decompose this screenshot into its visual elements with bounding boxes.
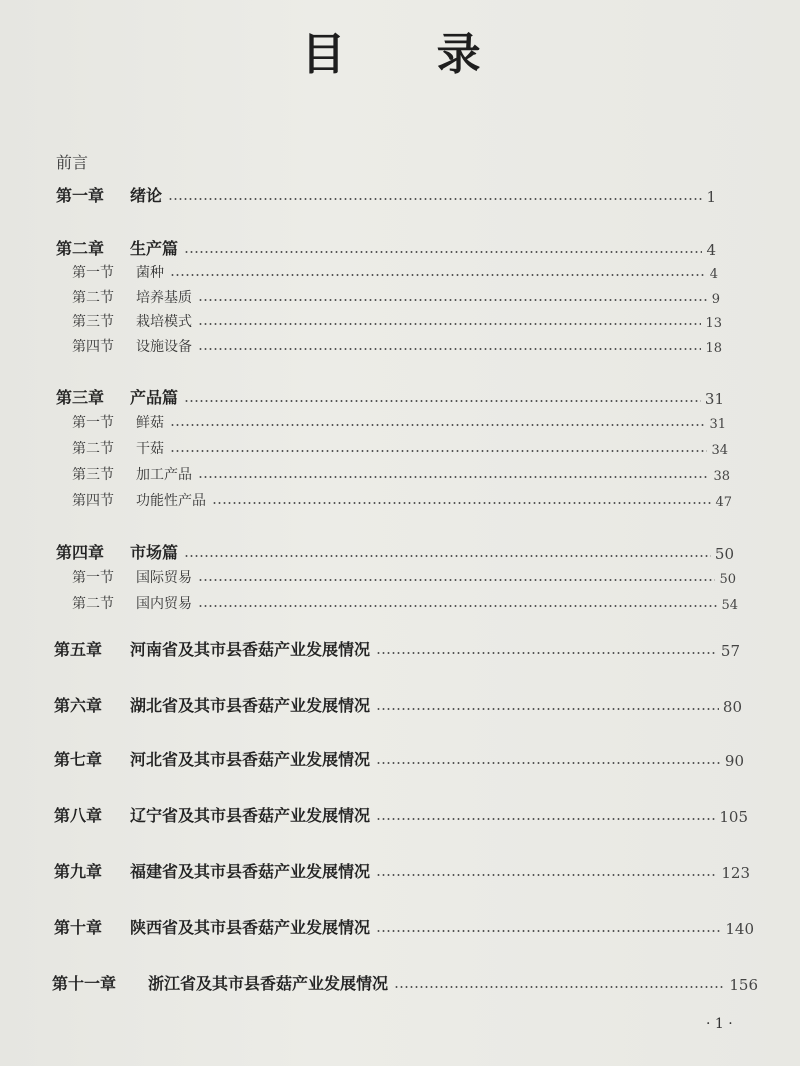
toc-leader-dots <box>376 928 721 934</box>
toc-leader-dots <box>170 448 707 454</box>
toc-entry-number: 第一章 <box>56 186 105 205</box>
toc-chapter-row <box>52 970 758 994</box>
toc-leader-dots <box>198 321 701 327</box>
toc-entry-title: 福建省及其市县香菇产业发展情况 <box>130 862 371 881</box>
toc-section-row <box>72 260 718 282</box>
toc-leader-dots <box>376 872 717 878</box>
toc-leader-dots <box>198 346 701 352</box>
toc-page-number: 105 <box>719 808 748 826</box>
toc-entry-number: 第六章 <box>54 696 103 715</box>
toc-entry-number: 第三章 <box>56 388 105 407</box>
toc-entry-title: 栽培模式 <box>136 314 192 330</box>
toc-page-number: 31 <box>704 390 724 408</box>
toc-leader-dots <box>376 816 715 822</box>
toc-entry-title: 生产篇 <box>130 239 179 258</box>
toc-entry-title: 产品篇 <box>130 388 179 407</box>
toc-page-number: 47 <box>715 495 732 510</box>
page-folio: · 1 · <box>706 1016 733 1032</box>
toc-leader-dots <box>376 650 717 656</box>
toc-entry-number: 第四节 <box>72 493 114 509</box>
toc-entry-number: 第十一章 <box>52 974 117 993</box>
toc-section-row <box>72 565 736 587</box>
toc-entry-number: 第五章 <box>54 640 103 659</box>
toc-page-number: 90 <box>724 752 744 770</box>
toc-preface: 前言 <box>56 153 89 172</box>
toc-page-number: 54 <box>721 598 738 613</box>
toc-chapter-row <box>56 182 716 206</box>
toc-chapter-row <box>54 636 740 660</box>
toc-page-number: 13 <box>705 316 722 331</box>
toc-page-number: 50 <box>714 545 734 563</box>
toc-section-row <box>72 309 722 331</box>
toc-section-row <box>72 436 728 458</box>
toc-entry-number: 第九章 <box>54 862 103 881</box>
toc-section-row <box>72 410 726 432</box>
page-title: 目 录 <box>301 29 519 80</box>
toc-entry-title: 加工产品 <box>136 467 192 483</box>
toc-chapter-row <box>54 802 748 826</box>
toc-page-number: 123 <box>721 864 750 882</box>
toc-entry-number: 第四节 <box>72 339 114 355</box>
toc-entry-number: 第二节 <box>72 290 114 306</box>
toc-entry-title: 市场篇 <box>130 543 179 562</box>
toc-section-row <box>72 285 720 307</box>
toc-leader-dots <box>184 398 701 404</box>
toc-entry-title: 功能性产品 <box>136 493 206 509</box>
toc-page-number: 34 <box>711 443 728 458</box>
toc-page-number: 18 <box>705 341 722 356</box>
toc-entry-title: 绪论 <box>130 186 163 205</box>
toc-page-number: 31 <box>709 417 726 432</box>
toc-chapter-row <box>54 914 754 938</box>
toc-entry-number: 第三节 <box>72 467 114 483</box>
toc-leader-dots <box>198 577 715 583</box>
toc-leader-dots <box>168 196 702 202</box>
toc-page-number: 1 <box>706 188 716 206</box>
toc-entry-number: 第一节 <box>72 415 114 431</box>
toc-page-number: 38 <box>713 469 730 484</box>
toc-entry-number: 第七章 <box>54 750 103 769</box>
toc-entry-title: 河北省及其市县香菇产业发展情况 <box>130 750 371 769</box>
toc-entry-title: 浙江省及其市县香菇产业发展情况 <box>148 974 389 993</box>
toc-chapter-row <box>56 539 734 563</box>
toc-chapter-row <box>54 858 750 882</box>
toc-page-number: 50 <box>719 572 736 587</box>
toc-leader-dots <box>198 474 709 480</box>
toc-entry-title: 设施设备 <box>136 339 192 355</box>
toc-entry-number: 第二节 <box>72 596 114 612</box>
toc-page-number: 57 <box>720 642 740 660</box>
toc-page-number: 80 <box>722 698 742 716</box>
toc-leader-dots <box>170 422 705 428</box>
toc-entry-number: 第三节 <box>72 314 114 330</box>
toc-chapter-row <box>56 384 724 408</box>
toc-leader-dots <box>376 706 719 712</box>
toc-section-row <box>72 462 730 484</box>
toc-page-number: 9 <box>711 292 720 307</box>
toc-entry-title: 国内贸易 <box>136 596 192 612</box>
toc-page-number: 4 <box>709 267 718 282</box>
toc-entry-title: 陕西省及其市县香菇产业发展情况 <box>130 918 371 937</box>
toc-leader-dots <box>212 500 711 506</box>
toc-entry-title: 菌种 <box>136 265 164 281</box>
toc-entry-number: 第十章 <box>54 918 103 937</box>
toc-entry-number: 第二节 <box>72 441 114 457</box>
toc-entry-title: 鲜菇 <box>136 415 164 431</box>
toc-chapter-row <box>54 692 742 716</box>
toc-leader-dots <box>394 984 725 990</box>
toc-leader-dots <box>198 603 717 609</box>
toc-page-number: 156 <box>729 976 758 994</box>
toc-chapter-row <box>56 235 716 259</box>
toc-entry-number: 第一节 <box>72 570 114 586</box>
toc-entry-title: 湖北省及其市县香菇产业发展情况 <box>130 696 371 715</box>
toc-entry-number: 第一节 <box>72 265 114 281</box>
toc-entry-title: 辽宁省及其市县香菇产业发展情况 <box>130 806 371 825</box>
toc-section-row <box>72 334 722 356</box>
toc-leader-dots <box>198 297 708 303</box>
toc-entry-title: 国际贸易 <box>136 570 192 586</box>
toc-page-number: 140 <box>725 920 754 938</box>
toc-section-row <box>72 591 738 613</box>
toc-leader-dots <box>376 760 721 766</box>
toc-section-row <box>72 488 732 510</box>
toc-entry-number: 第二章 <box>56 239 105 258</box>
toc-entry-number: 第四章 <box>56 543 105 562</box>
toc-leader-dots <box>170 272 706 278</box>
toc-entry-title: 培养基质 <box>136 290 192 306</box>
toc-entry-number: 第八章 <box>54 806 103 825</box>
toc-leader-dots <box>184 553 711 559</box>
toc-leader-dots <box>184 249 702 255</box>
toc-page-number: 4 <box>706 241 716 259</box>
toc-chapter-row <box>54 746 744 770</box>
toc-entry-title: 干菇 <box>136 441 164 457</box>
toc-entry-title: 河南省及其市县香菇产业发展情况 <box>130 640 371 659</box>
